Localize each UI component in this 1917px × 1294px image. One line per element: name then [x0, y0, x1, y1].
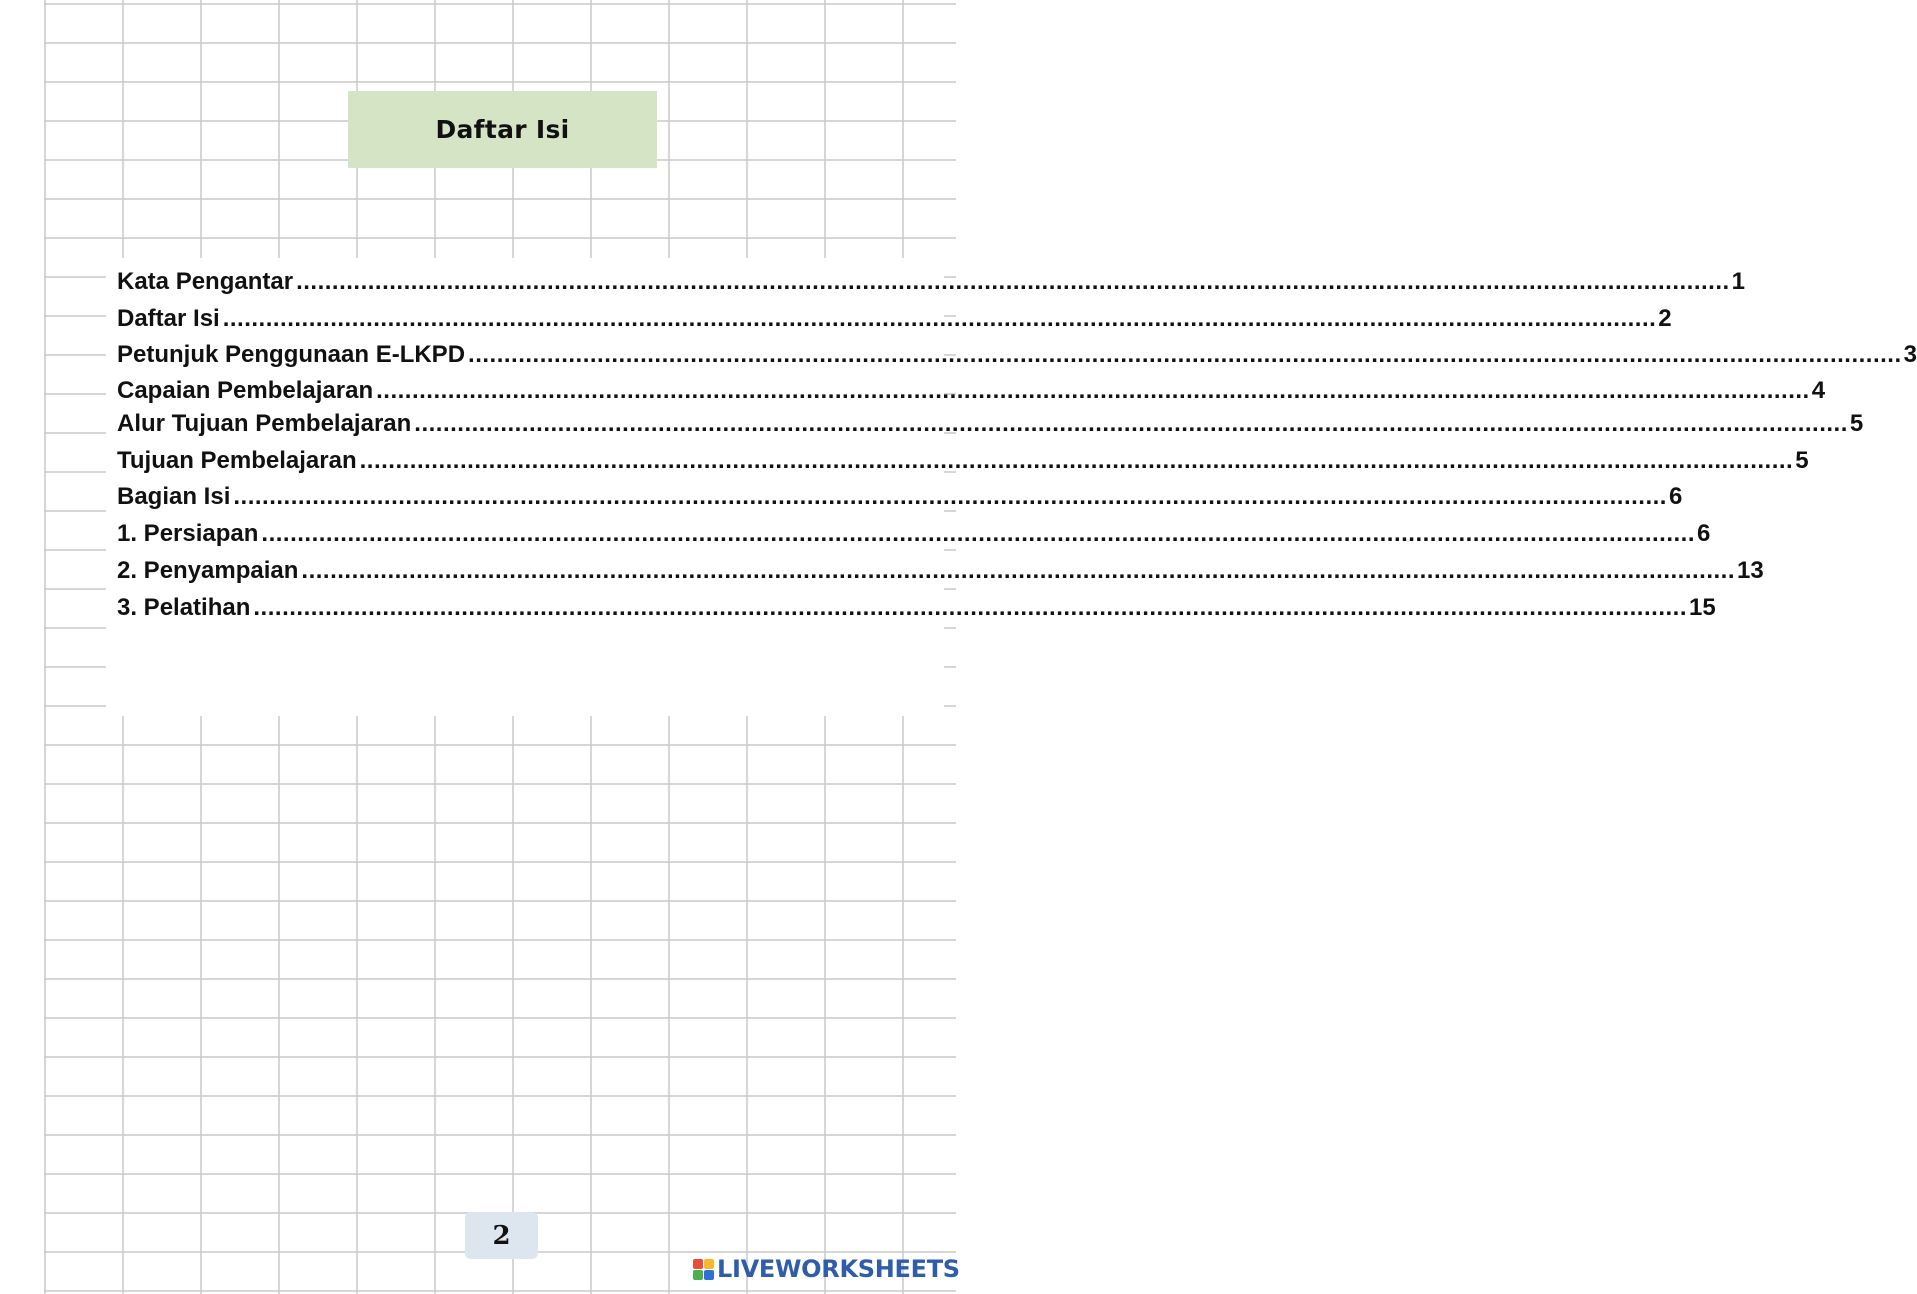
logo-square: [704, 1259, 714, 1269]
toc-entry-page: 4: [1811, 377, 1826, 404]
toc-dot-leader: ........................................................................................................................................................................................................: [414, 410, 1848, 437]
toc-entry-label: 2. Penyampaian: [117, 557, 299, 584]
toc-dot-leader: ........................................................................................................................................................................................................: [301, 557, 1736, 584]
toc-dot-leader: ........................................................................................................................................................................................................: [376, 377, 1810, 404]
toc-entry-label: 1. Persiapan: [117, 520, 259, 547]
toc-entry-label: 3. Pelatihan: [117, 594, 251, 621]
toc-entry-page: 2: [1658, 305, 1672, 332]
toc-entry-bagian-isi: [117, 483, 1683, 511]
toc-dot-leader: ........................................................................................................................................................................................................: [359, 447, 1794, 474]
toc-dot-leader: ........................................................................................................................................................................................................: [222, 305, 1657, 332]
toc-entry-label: Bagian Isi: [117, 483, 231, 510]
toc-entry-label: Capaian Pembelajaran: [117, 377, 374, 404]
toc-entry-label: Daftar Isi: [117, 305, 220, 332]
toc-entry-petunjuk-penggunaan: [117, 341, 1917, 369]
toc-entry-page: 3: [1903, 341, 1917, 368]
toc-entry-label: Alur Tujuan Pembelajaran: [117, 410, 412, 437]
toc-entry-alur-tujuan-pembelajaran: [117, 410, 1864, 438]
logo-square: [693, 1259, 703, 1269]
logo-square: [704, 1270, 714, 1280]
title-box: [348, 91, 657, 168]
toc-dot-leader: ........................................................................................................................................................................................................: [233, 483, 1667, 510]
page-number-badge: [465, 1212, 538, 1259]
toc-dot-leader: ........................................................................................................................................................................................................: [296, 268, 1730, 295]
watermark-text: LIVEWORKSHEETS: [717, 1255, 960, 1283]
toc-entry-page: 15: [1688, 594, 1716, 621]
toc-entry-label: Petunjuk Penggunaan E-LKPD: [117, 341, 466, 368]
toc-entry-page: 6: [1697, 520, 1711, 547]
toc-entry-kata-pengantar: [117, 268, 1746, 296]
toc-entry-page: 6: [1668, 483, 1683, 510]
toc-entry-tujuan-pembelajaran: [117, 447, 1809, 475]
toc-dot-leader: ........................................................................................................................................................................................................: [468, 341, 1902, 368]
toc-entry-pelatihan: [117, 594, 1716, 622]
toc-entry-page: 5: [1795, 447, 1809, 474]
toc-dot-leader: ........................................................................................................................................................................................................: [261, 520, 1696, 547]
liveworksheets-watermark[interactable]: [693, 1254, 960, 1284]
toc-entry-page: 13: [1737, 557, 1764, 584]
toc-entry-penyampaian: [117, 557, 1764, 585]
toc-dot-leader: ........................................................................................................................................................................................................: [253, 594, 1687, 621]
liveworksheets-logo-icon: [693, 1259, 714, 1280]
toc-entry-label: Tujuan Pembelajaran: [117, 447, 357, 474]
toc-entry-label: Kata Pengantar: [117, 268, 294, 295]
toc-entry-persiapan: [117, 520, 1711, 548]
page-number: 2: [492, 1220, 511, 1251]
toc-entry-page: 5: [1849, 410, 1864, 437]
toc-entry-page: 1: [1731, 268, 1746, 295]
toc-entry-daftar-isi: [117, 305, 1672, 333]
page-title: Daftar Isi: [435, 115, 570, 144]
logo-square: [693, 1270, 703, 1280]
toc-entry-capaian-pembelajaran: [117, 377, 1826, 405]
